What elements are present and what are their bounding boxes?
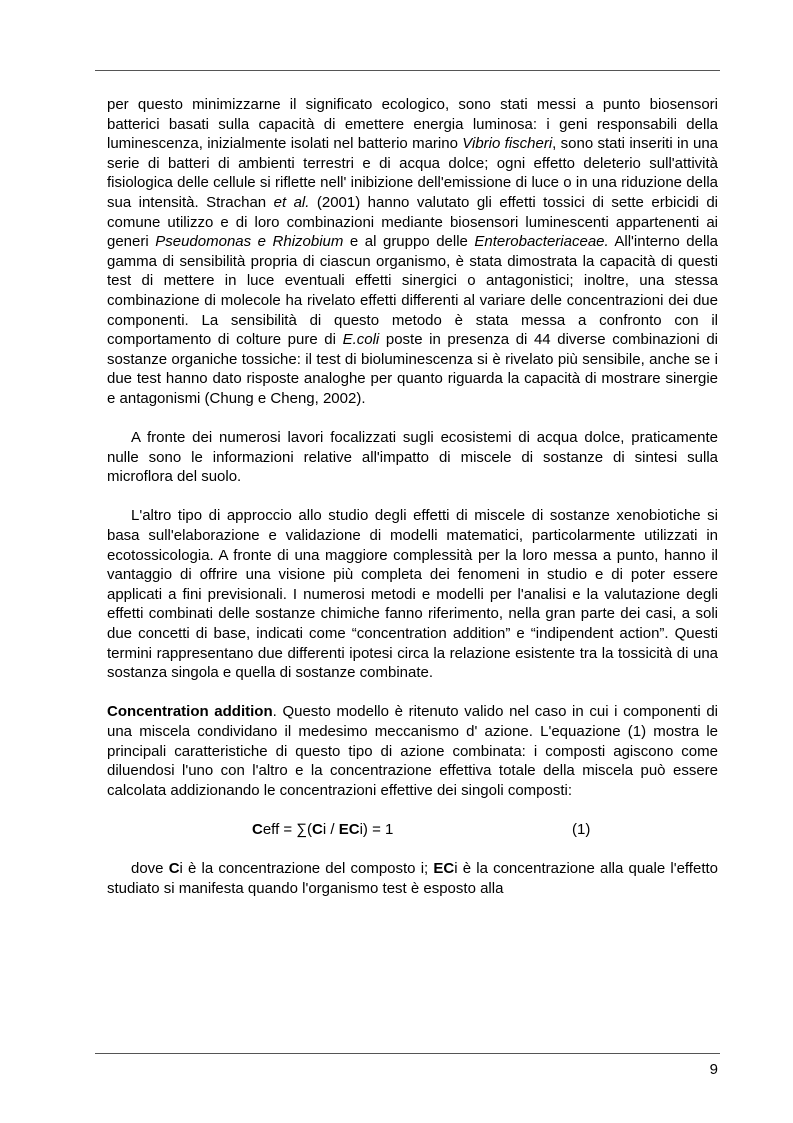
paragraph-biosensors: per questo minimizzarne il significato ecologico, sono stati messi a punto biosensori batterici basati sulla capacità di emettere energia luminosa: i geni responsabili della luminescenza, inizialmente isolati nel batterio marino Vibrio fischeri, sono stati inseriti in una serie di batteri di ambienti terrestri e di acqua dolce; ogni effetto deleterio sull'attività fisiologica delle cellule si riflette nell' inibizione dell'emissione di luce o in una riduzione della sua intensità. Strachan et al. (2001) hanno valutato gli effetti tossici di sette erbicidi di comune utilizzo e di loro combinazioni mediante biosensori luminescenti appartenenti ai generi Pseudomonas e Rhizobium e al gruppo delle Enterobacteriaceae. All'interno della gamma di sensibilità propria di ciascun organismo, è stata dimostrata la capacità di questi test di mettere in luce eventuali effetti sinergici o antagonistici; inoltre, una stessa combinazione di molecole ha rivelato effetti differenti al variare delle concentrazioni dei due componenti. La sensibilità di questo metodo è stata messa a confronto con il comportamento di colture pure di E.coli poste in presenza di 44 diverse combinazioni di sostanze organiche tossiche: il test di bioluminescenza si è rivelato più sensibile, anche se i due test hanno dato risposte analoghe per quanto riguarda la capacità di mostrare sinergie e antagonismi (Chung e Cheng, 2002). [107,96,719,407]
page-body [107,95,718,898]
paragraph-models: L'altro tipo di approccio allo studio degli effetti di miscele di sostanze xenobiotiche si basa sull'elaborazione e validazione di modelli matematici, particolarmente utilizzati in ecotossicologia. A fronte di una maggiore complessità per la loro messa a punto, hanno il vantaggio di offrire una visione più completa dei fenomeni in studio e di poter essere applicati a fini previsionali. I numerosi metodi e modelli per l'analisi e la valutazione degli effetti combinati delle sostanze chimiche fanno riferimento, nella gran parte dei casi, a soli due concetti di base, indicati come “concentration addition” e “indipendent action”. Questi termini rappresentano due differenti ipotesi circa la relazione esistente tra la tossicità di una sostanza singola e quella di sostanze combinate. [107,507,718,682]
et-al: et al. [273,193,310,211]
section-heading: Concentration addition [107,703,273,721]
equation-body: Ceff = ∑(Ci / ECi) = 1 [252,820,394,838]
species-vibrio: Vibrio fischeri [462,135,553,153]
paragraph-definitions: dove Ci è la concentrazione del composto i; ECi è la concentrazione alla quale l'effetto studiato si manifesta quando l'organismo test è esposto alla [107,860,718,897]
paragraph-freshwater: A fronte dei numerosi lavori focalizzati sugli ecosistemi di acqua dolce, praticamente nulle sono le informazioni relative all'impatto di miscele di sostanze di sintesi sulla microflora del suolo. [107,429,718,486]
genera-pseudomonas-rhizobium: Pseudomonas e Rhizobium [155,233,344,251]
equation-1 [107,820,718,840]
footer-rule [95,1053,720,1054]
page-number: 9 [709,1061,718,1078]
family-enterobacteriaceae: Enterobacteriaceae. [474,233,609,251]
header-rule [95,70,720,71]
paragraph-concentration-addition: Concentration addition. Questo modello è ritenuto valido nel caso in cui i componenti di una miscela condividano il medesimo meccanismo d' azione. L'equazione (1) mostra le principali caratteristiche di questo tipo di azione combinata: i composti agiscono come diluendosi l'uno con l'altro e la concentrazione effettiva totale della miscela può essere calcolata addizionando le concentrazioni effettive dei singoli composti: [107,703,718,799]
equation-number: (1) [572,820,591,838]
species-ecoli: E.coli [342,331,380,349]
